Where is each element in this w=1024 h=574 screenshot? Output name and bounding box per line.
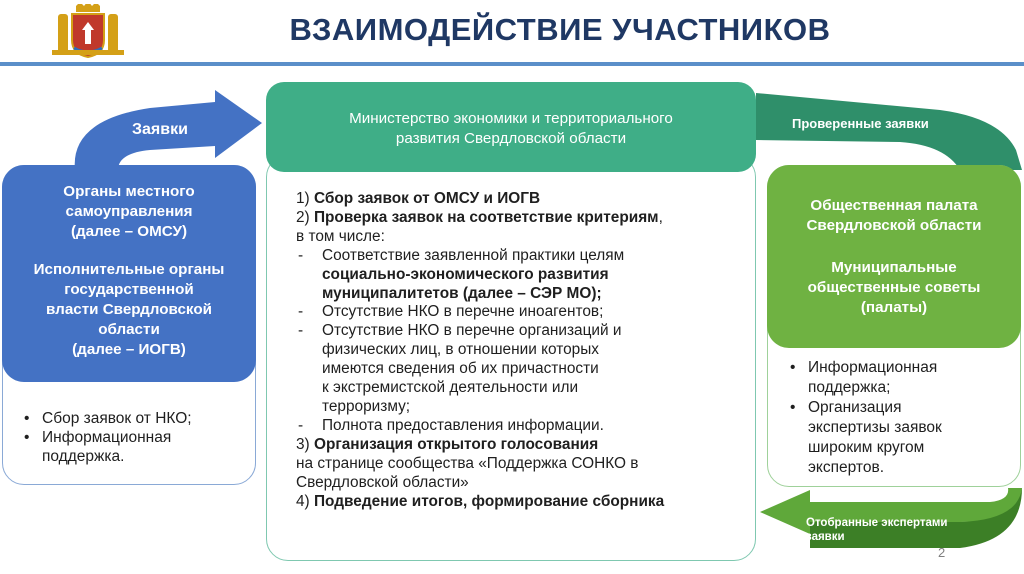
list-item-text: экспертизы заявок — [808, 419, 942, 436]
left-head-line: государственной — [64, 281, 194, 298]
center-card-body — [296, 190, 746, 511]
arrow-label-selected-line2: заявки — [806, 531, 845, 543]
arrow-label-selected — [806, 516, 947, 544]
list-item-text: • Информационная — [808, 359, 938, 376]
step-title: Организация открытого голосования — [313, 435, 599, 453]
criterion-text: физических лиц, в отношении которых — [322, 341, 599, 359]
criterion-text: терроризму; — [322, 397, 411, 415]
page-title: ВЗАИМОДЕЙСТВИЕ УЧАСТНИКОВ — [289, 12, 831, 47]
right-bullet-list — [786, 358, 1011, 478]
list-item-text: широким кругом — [808, 439, 925, 456]
center-card-header — [266, 82, 756, 172]
center-head-line: развития Свердловской области — [395, 130, 627, 147]
list-item-text: • Сбор заявок от НКО; — [42, 410, 192, 427]
left-head-line: области — [98, 321, 160, 338]
step-2 — [296, 209, 746, 228]
arrow-label-applications: Заявки — [132, 121, 188, 138]
right-card-header — [767, 165, 1021, 348]
criterion-text: муниципалитетов (далее – СЭР МО); — [322, 284, 602, 302]
list-item-text: поддержка; — [808, 379, 891, 396]
step-1 — [296, 190, 746, 209]
step-3 — [296, 436, 746, 455]
arrow-label-selected-line1: Отобранные экспертами — [806, 517, 948, 529]
left-head-line: Органы местного — [63, 183, 195, 200]
step-text: на странице сообщества «Поддержка СОНКО в — [296, 454, 639, 472]
criterion-text: к экстремистской деятельности или — [322, 379, 579, 397]
left-bullet-list — [20, 409, 245, 466]
page-number: 2 — [938, 545, 946, 560]
right-head-line: Муниципальные — [831, 259, 957, 276]
criterion-3 — [296, 322, 746, 417]
left-head-line: (далее – ИОГВ) — [72, 341, 186, 358]
criterion-text: социально-экономического развития — [322, 265, 609, 283]
step-number: 1) — [296, 190, 314, 207]
right-head-line: Общественная палата — [810, 197, 978, 214]
list-item-text: поддержка. — [42, 448, 125, 465]
step-4 — [296, 493, 746, 512]
left-head-line: Исполнительные органы — [33, 261, 225, 278]
step-number: 4) — [296, 492, 314, 510]
right-head-line: Свердловской области — [806, 217, 982, 234]
list-item-text: • Организация — [808, 399, 902, 416]
left-card-header — [2, 165, 256, 382]
step-title: Подведение итогов, формирование сборника — [313, 492, 665, 510]
right-head-line: общественные советы — [807, 279, 981, 296]
criterion-4: - Полнота предоставления информации. — [296, 417, 746, 436]
arrow-label-verified: Проверенные заявки — [792, 116, 929, 131]
left-head-line: (далее – ОМСУ) — [70, 223, 188, 240]
right-head-line: (палаты) — [860, 299, 928, 316]
criterion-text: - Отсутствие НКО в перечне организаций и — [322, 322, 622, 340]
criterion-text: - Соответствие заявленной практики целям — [322, 246, 625, 264]
left-head-line: власти Свердловской — [46, 301, 212, 318]
list-item — [20, 409, 245, 428]
criterion-text: имеются сведения об их причастности — [322, 360, 599, 378]
step-number: 3) — [296, 435, 314, 453]
list-item — [786, 398, 1011, 478]
step-text: , — [658, 208, 663, 226]
left-head-line: самоуправления — [65, 203, 193, 220]
step-number: 2) — [296, 208, 314, 226]
top-right-arrow-shape — [756, 93, 1022, 170]
criterion-1 — [296, 247, 746, 304]
step-text: в том числе: — [296, 227, 385, 245]
step-text: Свердловской области» — [296, 473, 469, 491]
step-title: Проверка заявок на соответствие критериям — [313, 208, 659, 226]
list-item — [786, 358, 1011, 398]
list-item-text: экспертов. — [808, 459, 884, 476]
step-title: Сбор заявок от ОМСУ и ИОГВ — [313, 190, 541, 207]
center-head-line: Министерство экономики и территориального — [349, 110, 673, 127]
list-item — [20, 428, 245, 466]
list-item-text: • Информационная — [42, 429, 172, 446]
criterion-2: - Отсутствие НКО в перечне иноагентов; — [296, 303, 746, 322]
